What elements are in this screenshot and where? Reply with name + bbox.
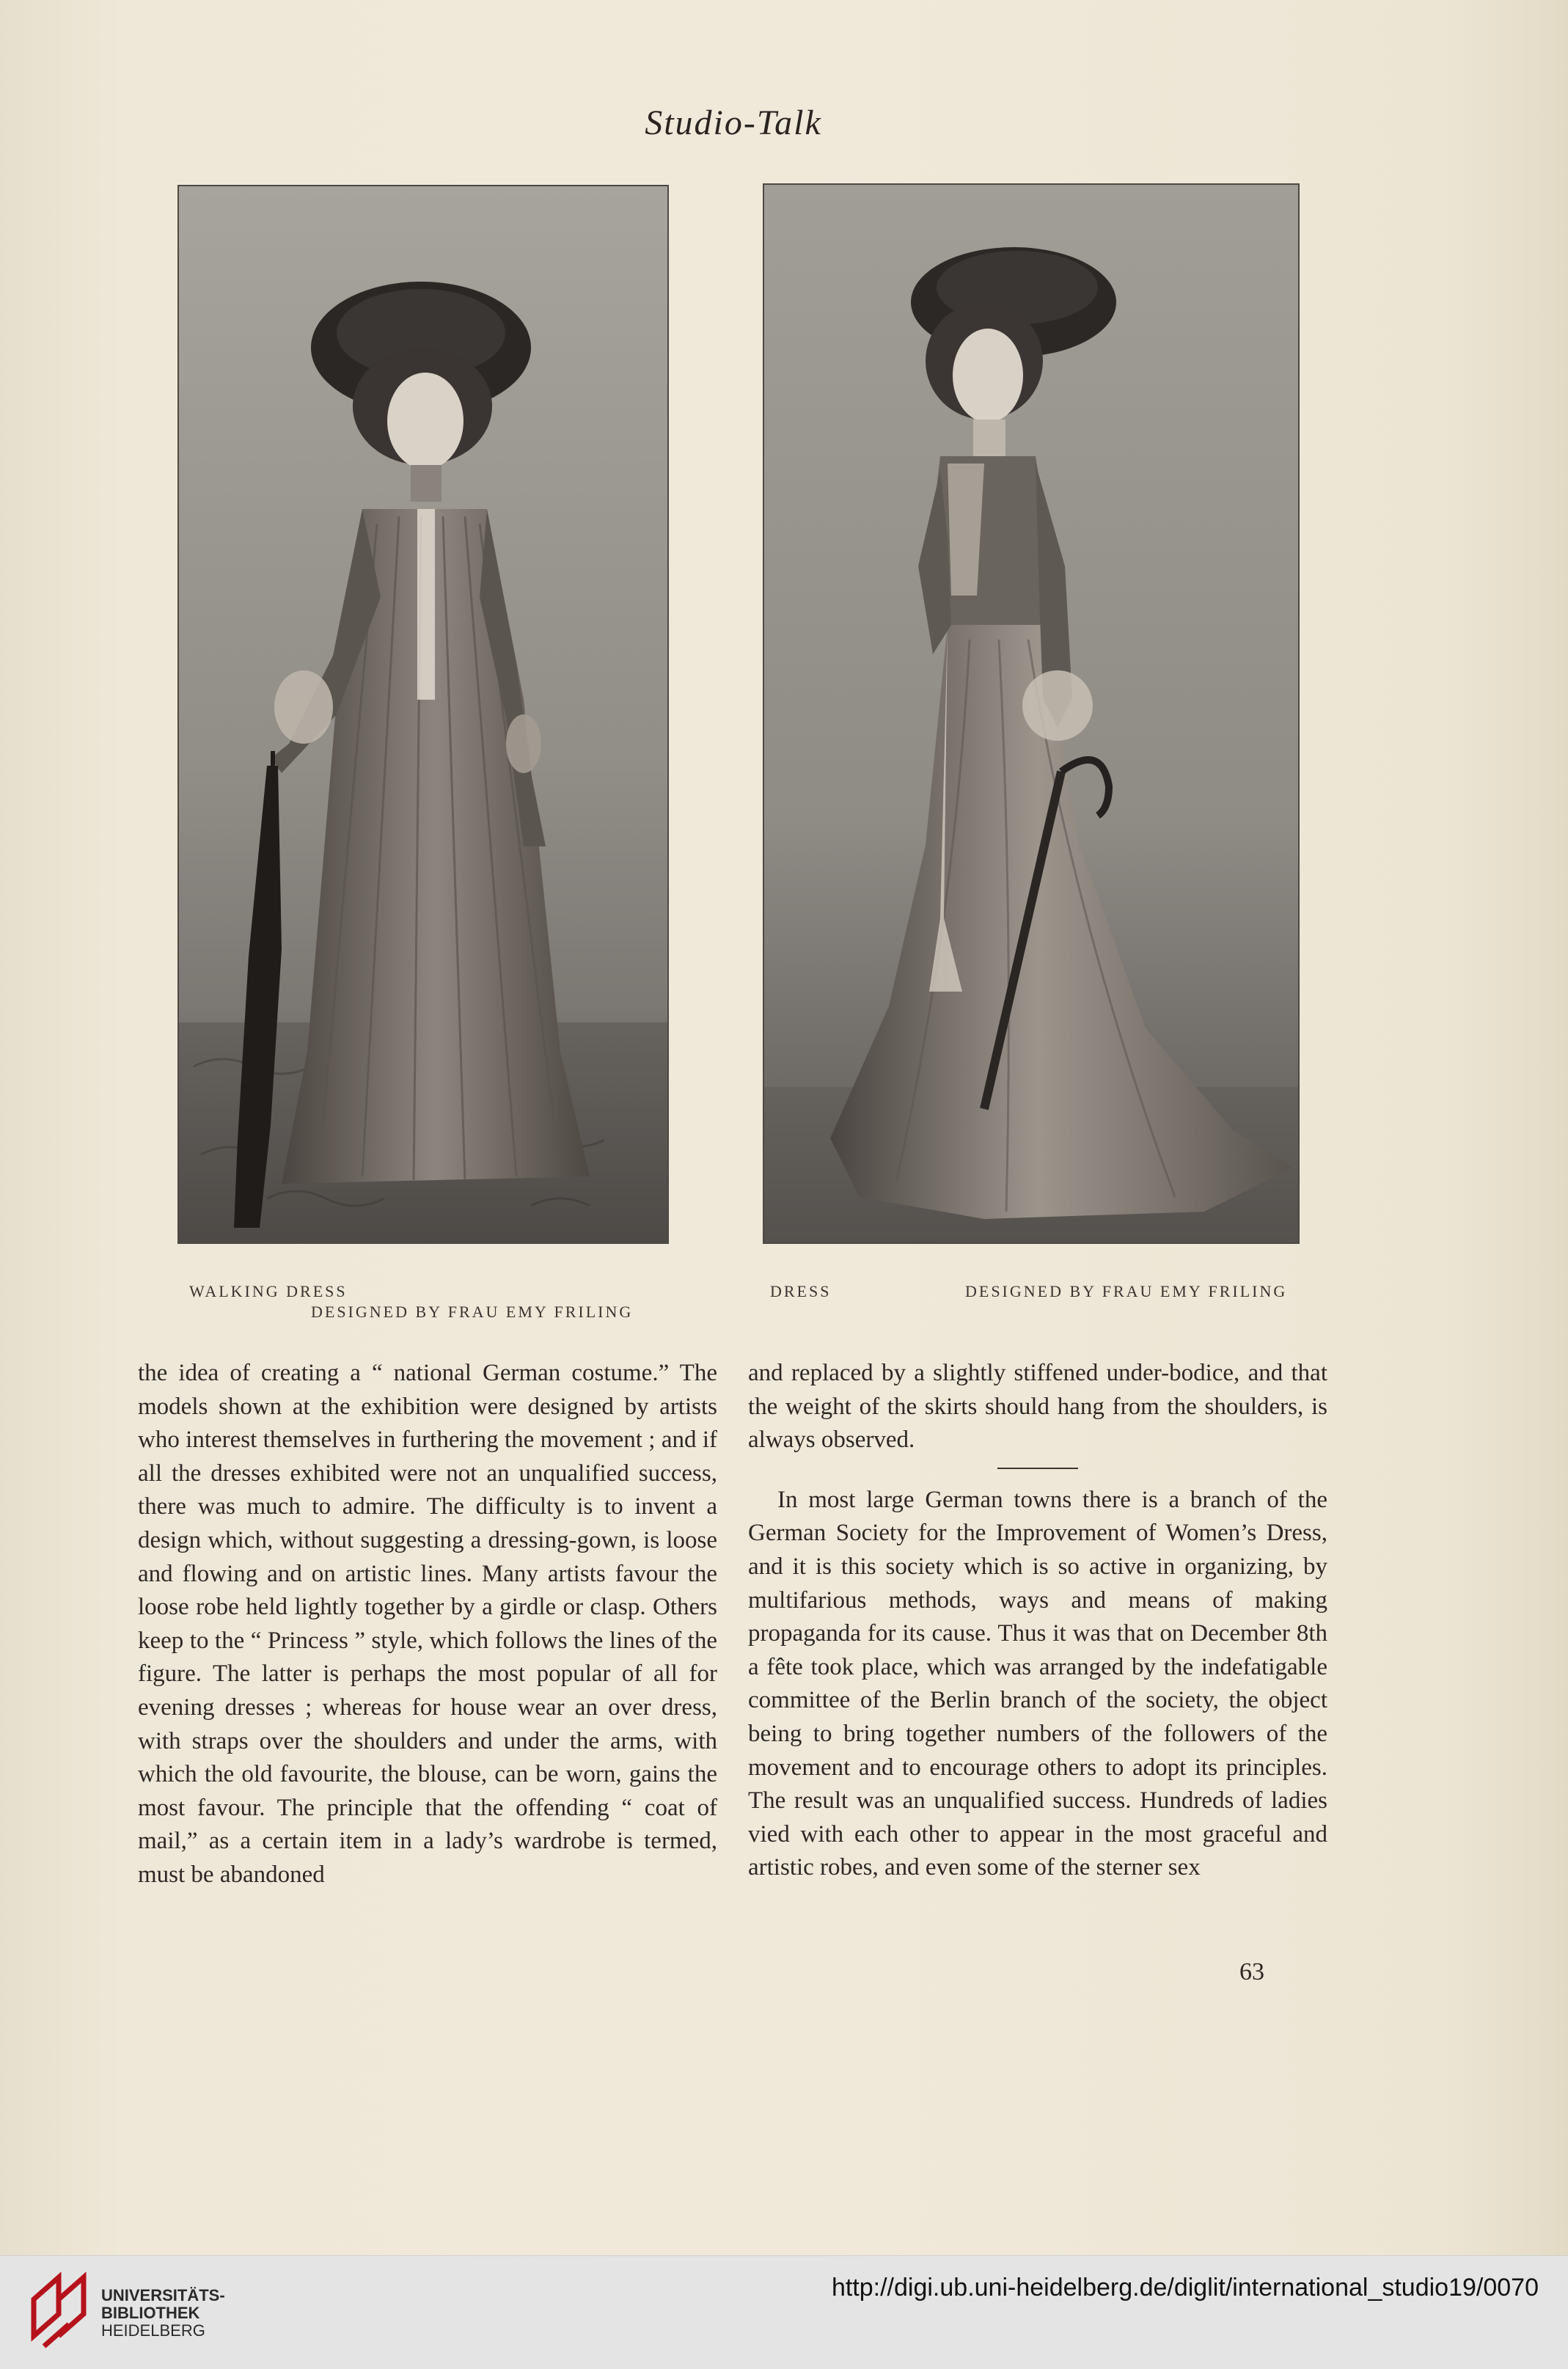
digitisation-footer [0,2255,1568,2369]
body-paragraph: In most large German towns there is a branch of the German Society for the Improvement of Women’s Dress, and it is this society which is so active in organizing, by multifarious methods, ways and means of making propaganda for its cause. Thus it was that on December 8th a fête took place, which was arranged by the indefatigable committee of the Berlin branch of the society, the object being to bring together numbers of the followers of the movement and to encourage others to adopt its principles. The result was an unqualified success. Hundreds of ladies vied with each other to appear in the most graceful and artistic robes, and even some of the sterner sex [748,1486,1327,1881]
library-logo-icon [29,2270,91,2351]
photo-walking-dress [177,185,669,1244]
source-url-link[interactable]: http://digi.ub.uni-heidelberg.de/diglit/international_studio19/0070 [831,2274,1539,2302]
caption-walking-dress-title: WALKING DRESS [189,1282,348,1300]
running-head: Studio-Talk [645,103,822,142]
library-logo-text [101,2287,225,2340]
caption-dress-title: DRESS [770,1282,832,1300]
logo-line-2: BIBLIOTHEK [101,2304,200,2322]
body-paragraph: the idea of creating a “ national German costume.” The models shown at the exhibition were designed by artists who interest themselves in furthering the movement ; and if all the dresses exhibited were not an unqualified success, there was much to admire. The difficulty is to invent a design which, without suggesting a dressing-gown, is loose and flowing and on artistic lines. Many artists favour the loose robe held lightly together by a girdle or clasp. Others keep to the “ Princess ” style, which follows the lines of the figure. The latter is perhaps the most popular of all for evening dresses ; whereas for house wear an over dress, with straps over the shoulders and under the arms, with which the old favourite, the blouse, can be worn, gains the most favour. The principle that the offending “ coat of mail,” as a certain item in a lady’s wardrobe is termed, must be abandoned [138,1360,717,1888]
logo-line-3: HEIDELBERG [101,2321,205,2340]
caption-dress-credit: DESIGNED BY FRAU EMY FRILING [965,1282,1288,1300]
page-number: 63 [1239,1958,1264,1985]
body-column-left [138,1357,717,1892]
body-paragraph: and replaced by a slightly stiffened under-bodice, and that the weight of the skirts should hang from the shoulders, is always observed. [748,1360,1327,1454]
body-column-right [748,1357,1327,1885]
walking-dress-illustration [179,186,667,1242]
photo-dress [763,183,1300,1244]
logo-line-1: UNIVERSITÄTS- [101,2286,225,2304]
dress-illustration [764,185,1298,1242]
section-divider [997,1468,1078,1469]
caption-walking-dress-credit: DESIGNED BY FRAU EMY FRILING [311,1303,634,1321]
